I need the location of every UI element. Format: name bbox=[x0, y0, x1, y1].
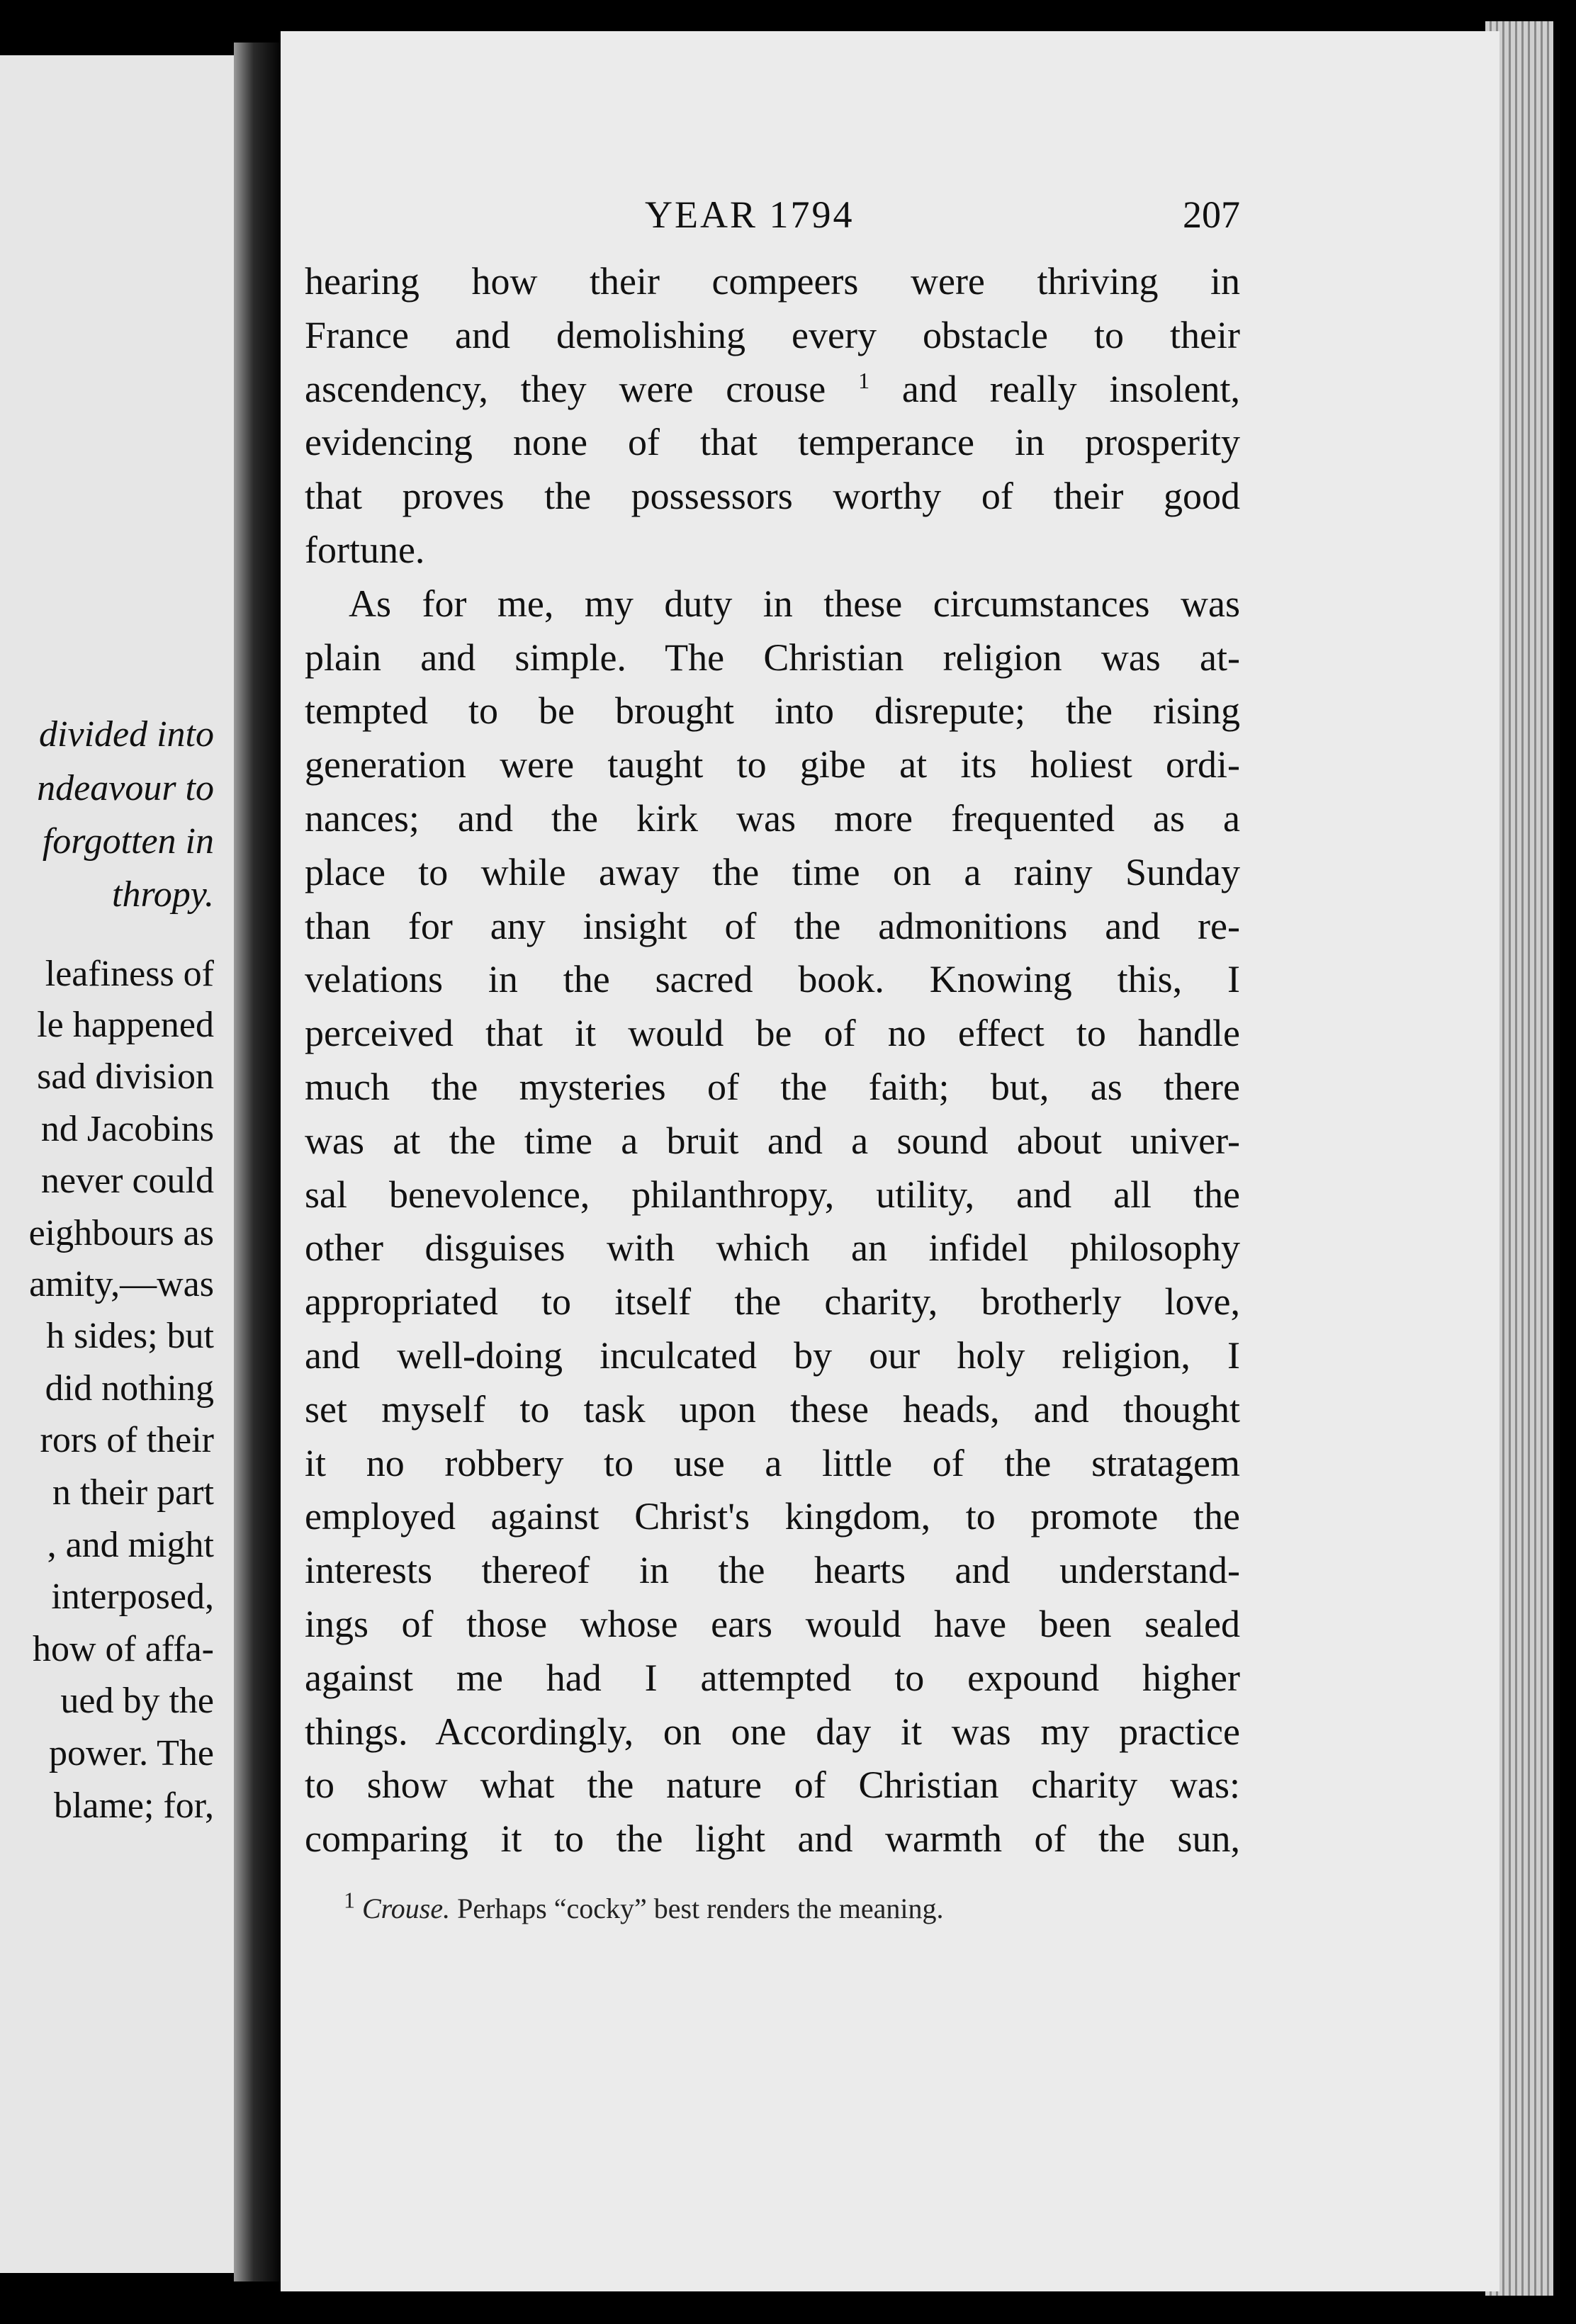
left-page-line: how of affa- bbox=[32, 1629, 214, 1669]
text-line: generation were taught to gibe at its holiest ordi- bbox=[305, 743, 1240, 786]
text-line: it no robbery to use a little of the stratagem bbox=[305, 1441, 1240, 1484]
footnote-marker: 1 bbox=[344, 1887, 355, 1913]
text-line: interests thereof in the hearts and understand- bbox=[305, 1549, 1240, 1592]
text-line: than for any insight of the admonitions and re- bbox=[305, 904, 1240, 947]
running-head: YEAR 1794 bbox=[645, 193, 855, 236]
footnote-reference: 1 bbox=[858, 367, 870, 393]
left-page-line: interposed, bbox=[51, 1576, 214, 1617]
text-line: to show what the nature of Christian charity was: bbox=[305, 1764, 1240, 1807]
left-page-line: h sides; but bbox=[46, 1316, 214, 1356]
text-line: velations in the sacred book. Knowing this, I bbox=[305, 958, 1240, 1001]
text-line: ings of those whose ears would have been sealed bbox=[305, 1602, 1240, 1645]
left-page-line: amity,—was bbox=[29, 1264, 214, 1304]
page-header bbox=[305, 193, 1240, 235]
text-line: appropriated to itself the charity, brotherly love, bbox=[305, 1280, 1240, 1324]
text-line: evidencing none of that temperance in prosperity bbox=[305, 421, 1240, 464]
text-line: set myself to task upon these heads, and thought bbox=[305, 1387, 1240, 1431]
text-line: much the mysteries of the faith; but, as there bbox=[305, 1065, 1240, 1108]
left-page-line: blame; for, bbox=[53, 1786, 214, 1826]
left-page-line: , and might bbox=[47, 1525, 214, 1565]
left-page-line: never could bbox=[40, 1161, 214, 1201]
text-segment: and really insolent, bbox=[869, 367, 1240, 410]
left-page-line: forgotten in bbox=[42, 821, 214, 862]
left-page-line: ndeavour to bbox=[37, 768, 214, 808]
text-line: comparing it to the light and warmth of the sun, bbox=[305, 1817, 1240, 1861]
footnote-text: Perhaps “cocky” best renders the meaning. bbox=[457, 1893, 944, 1924]
text-line: perceived that it would be of no effect to handle bbox=[305, 1012, 1240, 1055]
left-page-line: eighbours as bbox=[28, 1213, 214, 1253]
left-page-line: ued by the bbox=[60, 1681, 214, 1721]
page-number: 207 bbox=[1183, 193, 1240, 236]
footnote-term: Crouse. bbox=[362, 1893, 451, 1924]
left-page-line: thropy. bbox=[112, 874, 214, 915]
gutter-shadow bbox=[234, 43, 283, 2281]
left-page-line: divided into bbox=[39, 714, 214, 755]
text-line: hearing how their compeers were thriving in bbox=[305, 260, 1240, 303]
text-line: nances; and the kirk was more frequented as a bbox=[305, 796, 1240, 840]
left-page-line: sad division bbox=[37, 1056, 214, 1097]
text-line: against me had I attempted to expound higher bbox=[305, 1656, 1240, 1699]
text-line: place to while away the time on a rainy Sunday bbox=[305, 850, 1240, 893]
text-line: employed against Christ's kingdom, to promote the bbox=[305, 1495, 1240, 1538]
left-page bbox=[0, 55, 248, 2273]
text-segment: ascendency, they were crouse bbox=[305, 367, 859, 410]
left-page-line: n their part bbox=[52, 1472, 214, 1513]
left-page-line: did nothing bbox=[45, 1368, 214, 1409]
text-line: that proves the possessors worthy of their good bbox=[305, 475, 1240, 518]
left-page-line: le happened bbox=[37, 1005, 214, 1045]
left-page-line: nd Jacobins bbox=[40, 1109, 214, 1149]
text-line: France and demolishing every obstacle to their bbox=[305, 313, 1240, 356]
text-line: sal benevolence, philanthropy, utility, and all the bbox=[305, 1173, 1240, 1216]
body-text bbox=[305, 255, 1240, 1866]
text-line: plain and simple. The Christian religion was at- bbox=[305, 636, 1240, 679]
text-line: fortune. bbox=[305, 528, 425, 571]
footnote bbox=[344, 1887, 1194, 1925]
left-page-line: leafiness of bbox=[45, 954, 214, 994]
left-page-line: rors of their bbox=[40, 1420, 214, 1460]
text-line: and well-doing inculcated by our holy religion, I bbox=[305, 1333, 1240, 1377]
text-line: As for me, my duty in these circumstances was bbox=[349, 582, 1240, 625]
text-line: things. Accordingly, on one day it was my practice bbox=[305, 1710, 1240, 1753]
text-line bbox=[305, 363, 1240, 417]
text-line: tempted to be brought into disrepute; the rising bbox=[305, 689, 1240, 733]
left-page-line: power. The bbox=[49, 1733, 214, 1773]
text-line: other disguises with which an infidel philosophy bbox=[305, 1226, 1240, 1270]
text-line: was at the time a bruit and a sound about univer- bbox=[305, 1119, 1240, 1162]
